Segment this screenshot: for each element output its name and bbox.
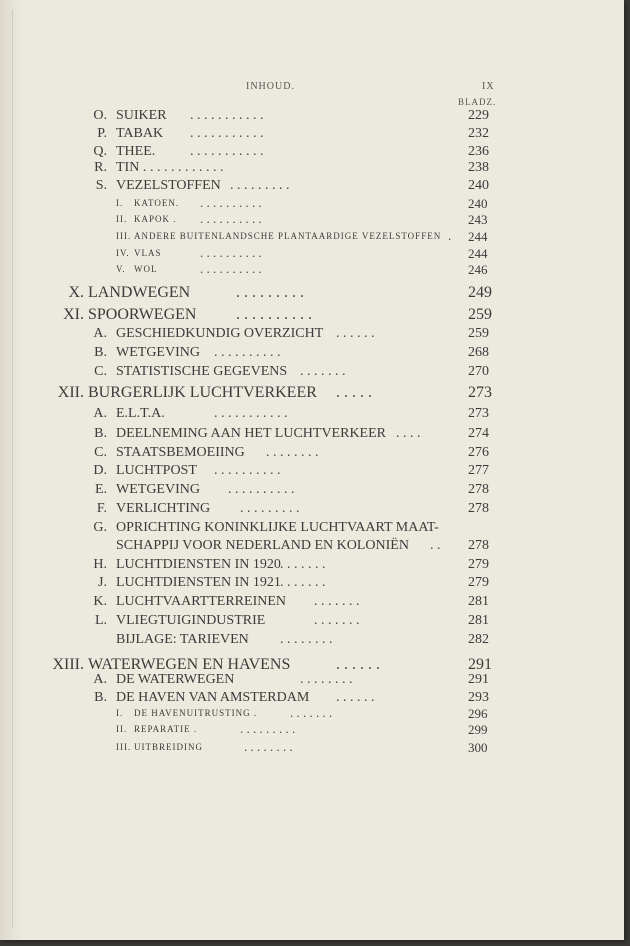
toc-entry-page: 279 — [468, 557, 489, 572]
toc-entry-page: 291 — [468, 656, 492, 673]
toc-entry — [0, 284, 624, 304]
toc-entry — [0, 482, 624, 500]
toc-entry-page: 291 — [468, 672, 489, 687]
toc-entry-title: KAPOK . — [134, 214, 177, 224]
toc-entry-page: 276 — [468, 445, 489, 460]
toc-entry-leader: . — [448, 228, 452, 243]
toc-entry-number: H. — [93, 557, 107, 572]
toc-entry — [0, 445, 624, 463]
toc-entry-title: DEELNEMING AAN HET LUCHTVERKEER — [116, 426, 386, 441]
toc-entry — [0, 160, 624, 178]
toc-entry-title: STATISTISCHE GEGEVENS — [116, 364, 288, 379]
toc-entry-page: 246 — [468, 262, 488, 277]
toc-entry-number: IV. — [116, 248, 130, 258]
toc-entry-page: 268 — [468, 345, 489, 360]
toc-entry-title: KATOEN. — [134, 198, 180, 208]
toc-entry-title: REPARATIE . — [134, 724, 198, 734]
toc-entry-number: B. — [94, 690, 107, 705]
toc-entry-leader: . . . . . . . . . . — [228, 482, 295, 497]
toc-entry-title: BIJLAGE: TARIEVEN — [116, 632, 249, 647]
toc-entry-leader: . . . . . . . — [290, 705, 333, 720]
toc-entry-leader: . . . . . . — [336, 656, 380, 673]
toc-entry-number: J. — [98, 575, 107, 590]
toc-entry — [0, 594, 624, 612]
toc-entry-leader: . . . . . . . . . . . — [150, 160, 224, 175]
toc-entry-number: B. — [94, 426, 107, 441]
toc-entry-number: XII. — [57, 384, 84, 401]
toc-entry-page: 278 — [468, 501, 489, 516]
toc-entry-leader: . . . . . . . . . — [240, 501, 300, 516]
toc-entry — [0, 326, 624, 344]
toc-entry-page: 232 — [468, 126, 489, 141]
toc-entry-number: O. — [93, 108, 107, 123]
toc-entry-number: C. — [94, 445, 107, 460]
toc-entry-number: L. — [94, 613, 107, 628]
toc-entry — [0, 463, 624, 481]
toc-entry — [0, 306, 624, 326]
toc-entry-number: XI. — [63, 306, 84, 323]
page-column-label: BLADZ. — [458, 97, 497, 107]
toc-entry-title: E.L.T.A. — [116, 406, 165, 421]
toc-entry — [0, 345, 624, 363]
toc-entry-page: 240 — [468, 196, 488, 211]
toc-entry-title: THEE. — [116, 144, 156, 159]
toc-entry-title: GESCHIEDKUNDIG OVERZICHT — [116, 326, 324, 341]
toc-entry-leader: . . . . . . . — [280, 557, 326, 572]
toc-entry-leader: . . . . . . . . — [280, 632, 333, 647]
toc-entry — [0, 705, 624, 722]
toc-entry-page: 279 — [468, 575, 489, 590]
toc-entry-title: SUIKER — [116, 108, 167, 123]
toc-entry — [0, 739, 624, 756]
toc-entry-page: 270 — [468, 364, 489, 379]
toc-entry — [0, 613, 624, 631]
toc-entry-leader: . . . . . . . . . . — [200, 195, 262, 210]
toc-entry-title: VERLICHTING — [116, 501, 211, 516]
toc-entry-leader: . . . . . . . — [300, 364, 346, 379]
toc-entry-leader: . . — [430, 538, 441, 553]
toc-entry-page: 259 — [468, 326, 489, 341]
toc-entry-leader: . . . . . . . . . . — [200, 245, 262, 260]
toc-entry — [0, 364, 624, 382]
toc-entry-number: A. — [93, 406, 107, 421]
toc-entry — [0, 575, 624, 593]
toc-entry-page: 259 — [468, 306, 492, 323]
toc-entry-number: II. — [116, 724, 128, 734]
toc-entry-number: II. — [116, 214, 128, 224]
toc-entry-leader: . . . . . . . — [280, 575, 326, 590]
toc-entry-title: VLAS — [134, 248, 162, 258]
toc-entry-leader: . . . . . . . . . . — [200, 211, 262, 226]
toc-entry-title: ANDERE BUITENLANDSCHE PLANTAARDIGE VEZELSTOFFEN — [134, 231, 442, 241]
toc-entry-page: 293 — [468, 690, 489, 705]
toc-entry-page: 244 — [468, 246, 488, 261]
running-header-title: INHOUD. — [246, 81, 295, 92]
toc-entry-leader: . . . . . . . . . . — [214, 463, 281, 478]
toc-entry-leader: . . . . . . — [336, 690, 375, 705]
toc-entry-number: XIII. — [52, 656, 84, 673]
toc-entry — [0, 632, 624, 650]
toc-entry-number: III. — [116, 742, 132, 752]
toc-entry — [0, 228, 624, 245]
toc-entry-page: 300 — [468, 740, 488, 755]
toc-entry-title: DE WATERWEGEN — [116, 672, 235, 687]
toc-entry-title: UITBREIDING — [134, 742, 203, 752]
toc-entry — [0, 426, 624, 444]
toc-entry — [0, 557, 624, 575]
toc-entry-number: B. — [94, 345, 107, 360]
toc-entry-number: E. — [94, 482, 107, 497]
toc-entry-page: 273 — [468, 406, 489, 421]
toc-entry-page: 244 — [468, 229, 488, 244]
toc-entry-title: WOL — [134, 264, 158, 274]
toc-entry-title: LUCHTDIENSTEN IN 1920 — [116, 557, 281, 572]
toc-entry-leader: . . . . . . . . . . . — [190, 126, 264, 141]
toc-entry-leader: . . . . . . . . — [266, 445, 319, 460]
toc-entry-page: 273 — [468, 384, 492, 401]
toc-entry — [0, 538, 624, 556]
toc-entry-number: III. — [116, 231, 132, 241]
toc-entry-page: 277 — [468, 463, 489, 478]
toc-entry — [0, 261, 624, 278]
toc-entry-leader: . . . . . — [336, 384, 372, 401]
toc-entry — [0, 178, 624, 196]
toc-entry-title: TABAK — [116, 126, 164, 141]
toc-entry-title: DE HAVENUITRUSTING . — [134, 708, 258, 718]
toc-entry-title: WETGEVING — [116, 482, 200, 497]
toc-entry-page: 249 — [468, 284, 492, 301]
toc-entry — [0, 126, 624, 144]
toc-entry-title: SCHAPPIJ VOOR NEDERLAND EN KOLONIËN — [116, 538, 409, 553]
toc-entry-number: I. — [116, 708, 124, 718]
toc-entry-number: D. — [93, 463, 107, 478]
toc-entry-page: 299 — [468, 722, 488, 737]
toc-entry-page: 281 — [468, 613, 489, 628]
toc-entry-leader: . . . . . . . . . . — [236, 306, 312, 323]
toc-entry-title: STAATSBEMOEIING — [116, 445, 245, 460]
toc-entry — [0, 108, 624, 126]
toc-entry — [0, 501, 624, 519]
toc-entry-leader: . . . . . . . . . — [236, 284, 304, 301]
toc-entry-number: C. — [94, 364, 107, 379]
toc-entry-page: 296 — [468, 706, 488, 721]
toc-entry-page: 281 — [468, 594, 489, 609]
toc-entry-leader: . . . . . . . — [314, 613, 360, 628]
toc-entry-page: 243 — [468, 212, 488, 227]
toc-entry-page: 278 — [468, 482, 489, 497]
toc-entry — [0, 211, 624, 228]
toc-entry-page: 229 — [468, 108, 489, 123]
toc-entry-leader: . . . . . . . . . . — [200, 261, 262, 276]
toc-entry-leader: . . . . . . . . . — [240, 721, 296, 736]
toc-entry-leader: . . . . . . . . — [300, 672, 353, 687]
toc-entry-title: OPRICHTING KONINKLIJKE LUCHTVAART MAAT- — [116, 520, 439, 535]
toc-entry-number: F. — [96, 501, 107, 516]
toc-entry-page: 238 — [468, 160, 489, 175]
toc-entry-number: K. — [93, 594, 107, 609]
toc-entry-leader: . . . . . . — [336, 326, 375, 341]
toc-entry — [0, 384, 624, 404]
toc-entry-title: TIN . — [116, 160, 147, 175]
toc-entry — [0, 195, 624, 212]
toc-entry-title: LUCHTPOST — [116, 463, 197, 478]
toc-entry-number: Q. — [93, 144, 107, 159]
toc-entry-number: S. — [95, 178, 107, 193]
toc-entry-number: A. — [93, 672, 107, 687]
toc-entry-number: X. — [68, 284, 84, 301]
toc-entry-title: DE HAVEN VAN AMSTERDAM — [116, 690, 310, 705]
toc-entry-title: WETGEVING — [116, 345, 200, 360]
toc-entry-title: VEZELSTOFFEN — [116, 178, 221, 193]
toc-entry-number: P. — [97, 126, 107, 141]
toc-entry — [0, 672, 624, 690]
toc-entry-leader: . . . . . . . . . . . — [214, 406, 288, 421]
toc-entry-page: 240 — [468, 178, 489, 193]
toc-entry-leader: . . . . — [396, 426, 421, 441]
toc-entry-title: LUCHTDIENSTEN IN 1921 — [116, 575, 281, 590]
toc-entry-leader: . . . . . . . . . . — [214, 345, 281, 360]
toc-entry-leader: . . . . . . . . — [244, 739, 293, 754]
toc-entry — [0, 406, 624, 424]
toc-entry-title: LANDWEGEN — [88, 284, 191, 301]
toc-entry-leader: . . . . . . . . . . . — [190, 108, 264, 123]
toc-entry-title: WATERWEGEN EN HAVENS — [88, 656, 291, 673]
toc-entry-number: A. — [93, 326, 107, 341]
toc-entry-title: BURGERLIJK LUCHTVERKEER — [88, 384, 317, 401]
toc-entry-title: LUCHTVAARTTERREINEN — [116, 594, 287, 609]
toc-entry-leader: . . . . . . . . . — [230, 178, 290, 193]
toc-entry — [0, 721, 624, 738]
toc-entry-page: 236 — [468, 144, 489, 159]
toc-entry-number: I. — [116, 198, 124, 208]
toc-entry-leader: . . . . . . . — [314, 594, 360, 609]
toc-entry-leader: . . . . . . . . . . . — [190, 144, 264, 159]
toc-entry-number: G. — [93, 520, 107, 535]
toc-entry-title: VLIEGTUIGINDUSTRIE — [116, 613, 266, 628]
page-number: IX — [482, 81, 495, 92]
toc-entry-page: 274 — [468, 426, 489, 441]
toc-entry-page: 282 — [468, 632, 489, 647]
toc-entry-number: R. — [94, 160, 107, 175]
toc-entry-number: V. — [116, 264, 126, 274]
toc-entry-page: 278 — [468, 538, 489, 553]
toc-entry — [0, 520, 624, 538]
toc-entry — [0, 245, 624, 262]
toc-entry-title: SPOORWEGEN — [88, 306, 197, 323]
